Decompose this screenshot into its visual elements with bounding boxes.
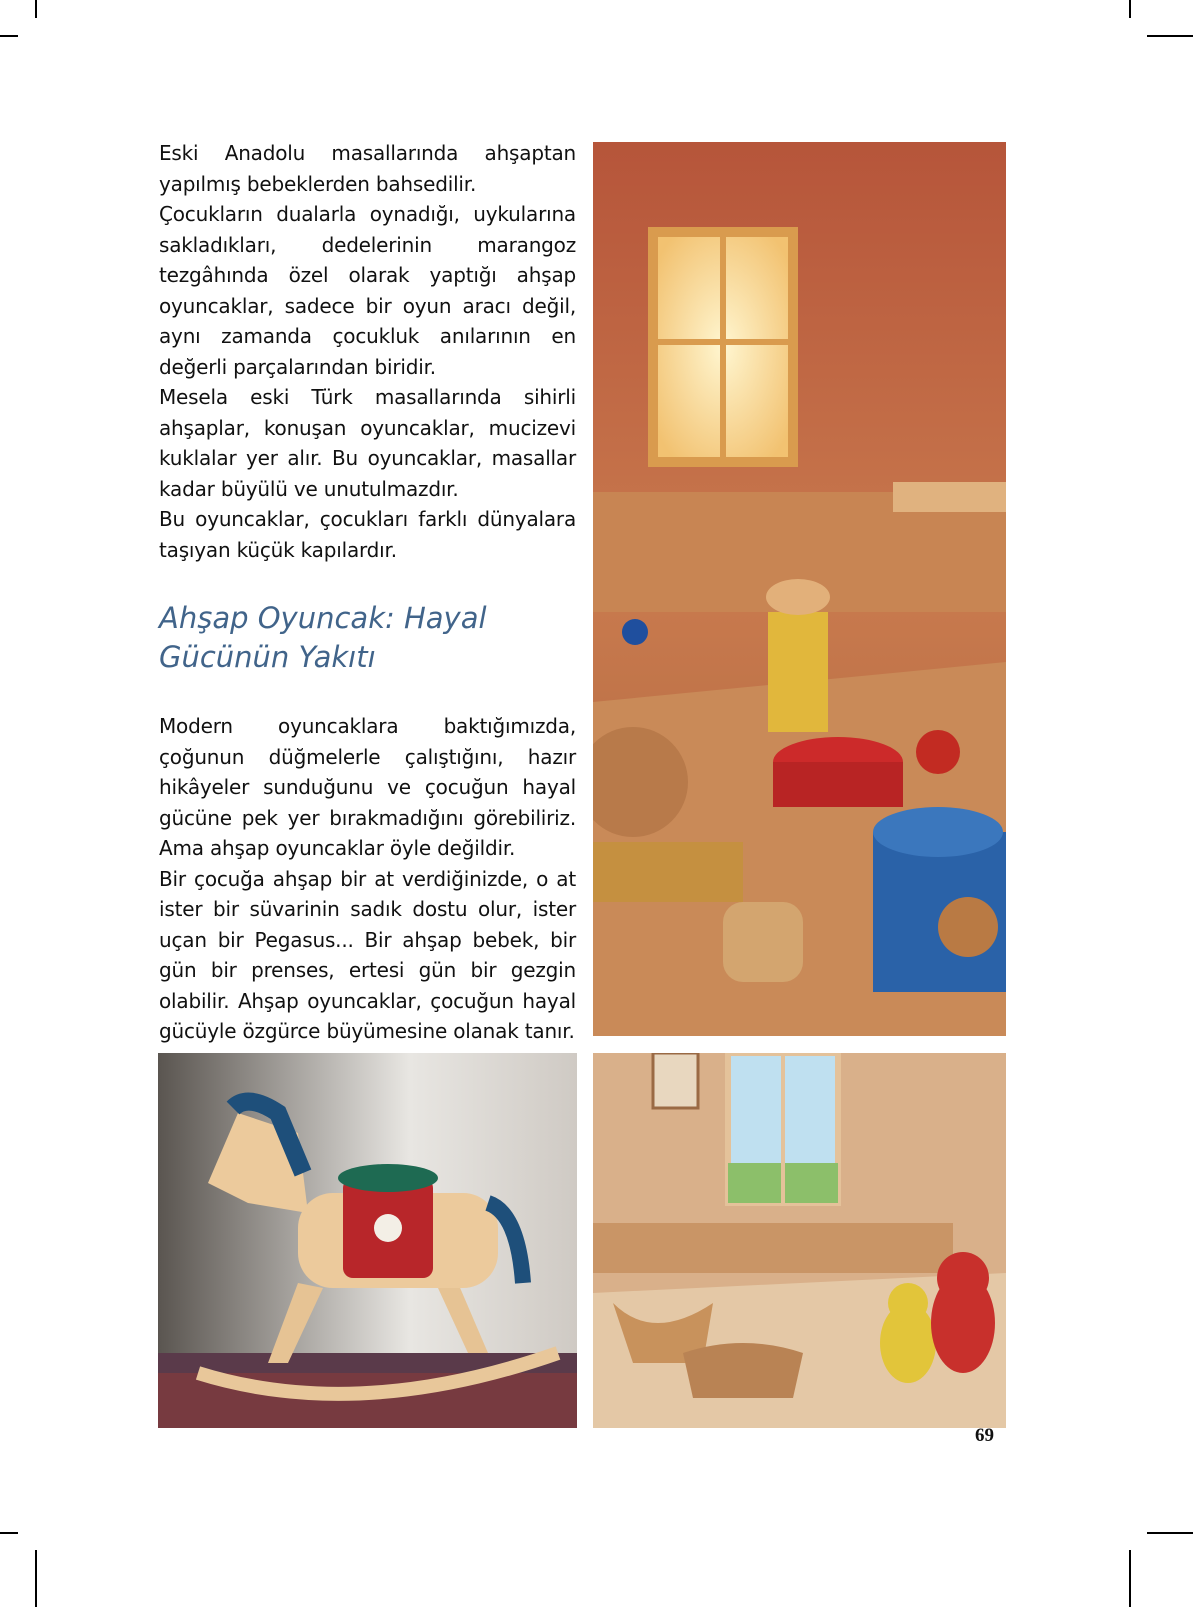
paragraph: Mesela eski Türk masallarında sihirli ahşaplar, konuşan oyuncaklar, mucizevi kuklalar yer alır. Bu oyuncaklar, masallar kadar büyülü ve unutulmazdır. (159, 385, 576, 501)
crop-mark (0, 1532, 18, 1534)
crop-mark (1147, 35, 1193, 37)
crop-mark (1129, 1550, 1131, 1607)
crop-mark (35, 0, 37, 18)
crop-mark (1147, 1532, 1193, 1534)
paragraph: Bu oyuncaklar, çocukları farklı dünyalara taşıyan küçük kapılardır. (159, 507, 576, 562)
wooden-toys-room-image (593, 1053, 1006, 1428)
paragraph: Çocukların dualarla oynadığı, uykularına sakladıkları, dedelerinin marangoz tezgâhında özel olarak yaptığı ahşap oyuncaklar, sadece bir oyun aracı değil, aynı zamanda çocukluk anılarının en değerli parçalarından biridir. (159, 202, 576, 379)
paragraph: Bir çocuğa ahşap bir at verdiğinizde, o at ister bir süvarinin sadık dostu olur, ister uçan bir Pegasus... Bir ahşap bebek, bir gün bir prenses, ertesi gün bir gezgin olabilir. Ahşap oyuncaklar, çocuğun hayal gücüyle özgürce büyümesine olanak tanır. (159, 866, 576, 1043)
crop-mark (0, 35, 18, 37)
workshop-toys-image (593, 142, 1006, 1036)
page-number: 69 (975, 1425, 994, 1446)
crop-mark (1129, 0, 1131, 18)
rocking-horse-image (158, 1053, 577, 1428)
crop-mark (35, 1550, 37, 1607)
paragraph: Modern oyuncaklara baktığımızda, çoğunun düğmelerle çalıştığını, hazır hikâyeler sunduğunu ve çocuğun hayal gücüne pek yer bırakmadığını görebiliriz. Ama ahşap oyuncaklar öyle değildir. (159, 714, 576, 860)
text-column (159, 138, 576, 1047)
paragraph: Eski Anadolu masallarında ahşaptan yapılmış bebeklerden bahsedilir. (159, 141, 576, 196)
section-heading: Ahşap Oyuncak: Hayal Gücünün Yakıtı (159, 601, 487, 674)
